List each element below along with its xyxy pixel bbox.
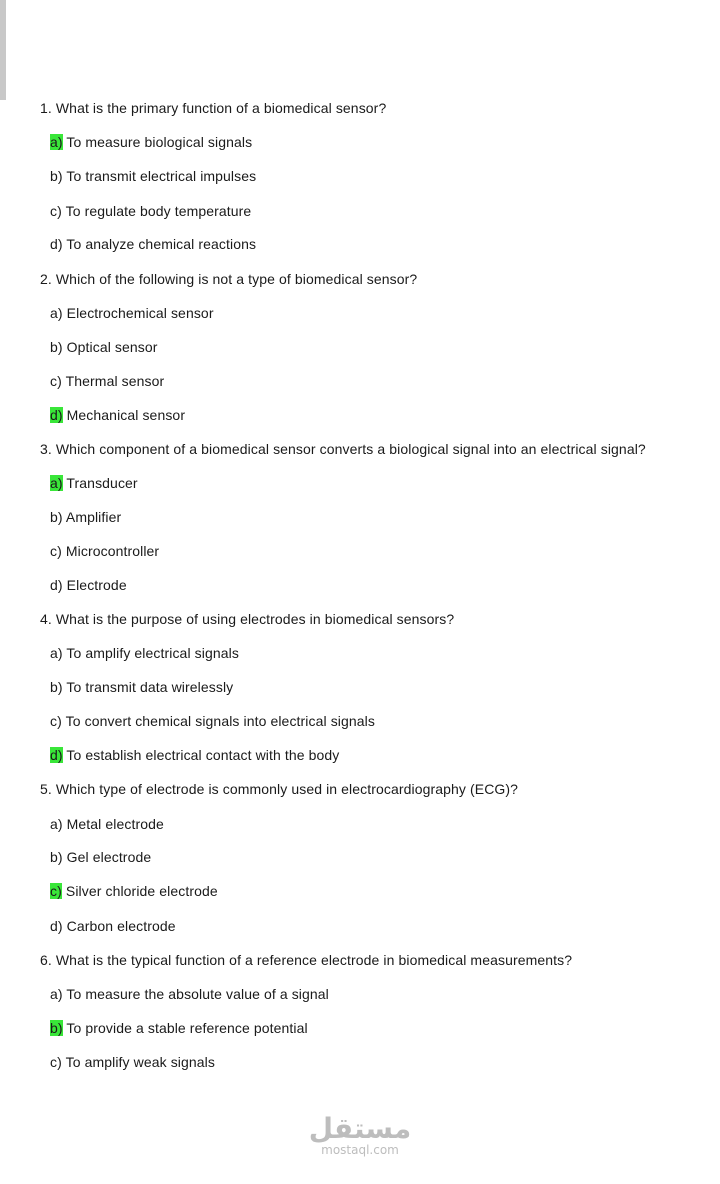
question-5: 5. Which type of electrode is commonly used in electrocardiography (ECG)? xyxy=(40,781,519,797)
option-letter: d) xyxy=(50,577,63,593)
page-edge-bar xyxy=(0,0,6,100)
option-letter: c) xyxy=(50,713,62,729)
option-3a xyxy=(50,474,138,492)
option-text: To amplify weak signals xyxy=(65,1054,215,1070)
option-letter: a) xyxy=(50,986,63,1002)
option-6c xyxy=(50,1053,215,1071)
option-letter: c) xyxy=(50,1054,62,1070)
option-4d xyxy=(50,746,339,764)
option-2a xyxy=(50,304,214,322)
option-letter: b) xyxy=(50,679,63,695)
option-1a xyxy=(50,133,252,151)
option-letter: b) xyxy=(50,168,63,184)
option-letter: a) xyxy=(50,816,63,832)
option-text: Silver chloride electrode xyxy=(65,883,218,899)
option-letter: a) xyxy=(50,305,63,321)
option-text: To measure biological signals xyxy=(66,134,253,150)
option-1c xyxy=(50,202,251,220)
option-text: Electrode xyxy=(66,577,127,593)
option-letter: c) xyxy=(50,373,62,389)
option-text: Mechanical sensor xyxy=(66,407,186,423)
option-6a xyxy=(50,985,329,1003)
option-letter: b) xyxy=(50,339,63,355)
option-4c xyxy=(50,712,375,730)
option-5a xyxy=(50,815,164,833)
option-text: To regulate body temperature xyxy=(65,203,252,219)
option-3d xyxy=(50,576,127,594)
option-text: To transmit electrical impulses xyxy=(66,168,257,184)
option-5d xyxy=(50,917,176,935)
option-letter: a) xyxy=(50,645,63,661)
option-text: To analyze chemical reactions xyxy=(66,236,257,252)
option-letter: b) xyxy=(50,1020,63,1036)
option-1b xyxy=(50,167,256,185)
option-4a xyxy=(50,644,239,662)
option-text: To convert chemical signals into electrical signals xyxy=(65,713,375,729)
option-letter: d) xyxy=(50,236,63,252)
option-letter: c) xyxy=(50,883,62,899)
option-letter: d) xyxy=(50,918,63,934)
option-3c xyxy=(50,542,159,560)
option-letter: d) xyxy=(50,407,63,423)
option-2b xyxy=(50,338,158,356)
option-text: Metal electrode xyxy=(66,816,164,832)
option-letter: c) xyxy=(50,543,62,559)
option-text: To measure the absolute value of a signal xyxy=(66,986,329,1002)
question-6: 6. What is the typical function of a reference electrode in biomedical measurements? xyxy=(40,952,573,968)
question-4: 4. What is the purpose of using electrodes in biomedical sensors? xyxy=(40,611,455,627)
question-1: 1. What is the primary function of a biomedical sensor? xyxy=(40,100,387,116)
option-text: Thermal sensor xyxy=(65,373,165,389)
option-text: To establish electrical contact with the body xyxy=(66,747,340,763)
option-text: Gel electrode xyxy=(66,849,152,865)
option-3b xyxy=(50,508,121,526)
option-text: Optical sensor xyxy=(66,339,158,355)
option-6b xyxy=(50,1019,308,1037)
option-text: To transmit data wirelessly xyxy=(66,679,234,695)
option-5b xyxy=(50,848,151,866)
option-2c xyxy=(50,372,164,390)
option-text: Transducer xyxy=(66,475,138,491)
option-letter: c) xyxy=(50,203,62,219)
mostaql-watermark xyxy=(300,1112,420,1156)
option-4b xyxy=(50,678,233,696)
option-1d xyxy=(50,235,256,253)
option-5c xyxy=(50,882,218,900)
watermark-arabic-text: مستقل xyxy=(308,1112,412,1145)
option-text: Carbon electrode xyxy=(66,918,176,934)
option-letter: b) xyxy=(50,849,63,865)
option-text: Electrochemical sensor xyxy=(66,305,214,321)
option-text: To amplify electrical signals xyxy=(66,645,239,661)
option-letter: b) xyxy=(50,509,63,525)
option-text: To provide a stable reference potential xyxy=(66,1020,308,1036)
option-letter: a) xyxy=(50,475,63,491)
question-3: 3. Which component of a biomedical sensor converts a biological signal into an electrical signal? xyxy=(40,441,646,457)
option-letter: d) xyxy=(50,747,63,763)
option-text: Microcontroller xyxy=(65,543,160,559)
option-text: Amplifier xyxy=(65,509,122,525)
option-2d xyxy=(50,406,185,424)
watermark-latin-text: mostaql.com xyxy=(321,1143,399,1157)
option-letter: a) xyxy=(50,134,63,150)
question-2: 2. Which of the following is not a type of biomedical sensor? xyxy=(40,271,418,287)
